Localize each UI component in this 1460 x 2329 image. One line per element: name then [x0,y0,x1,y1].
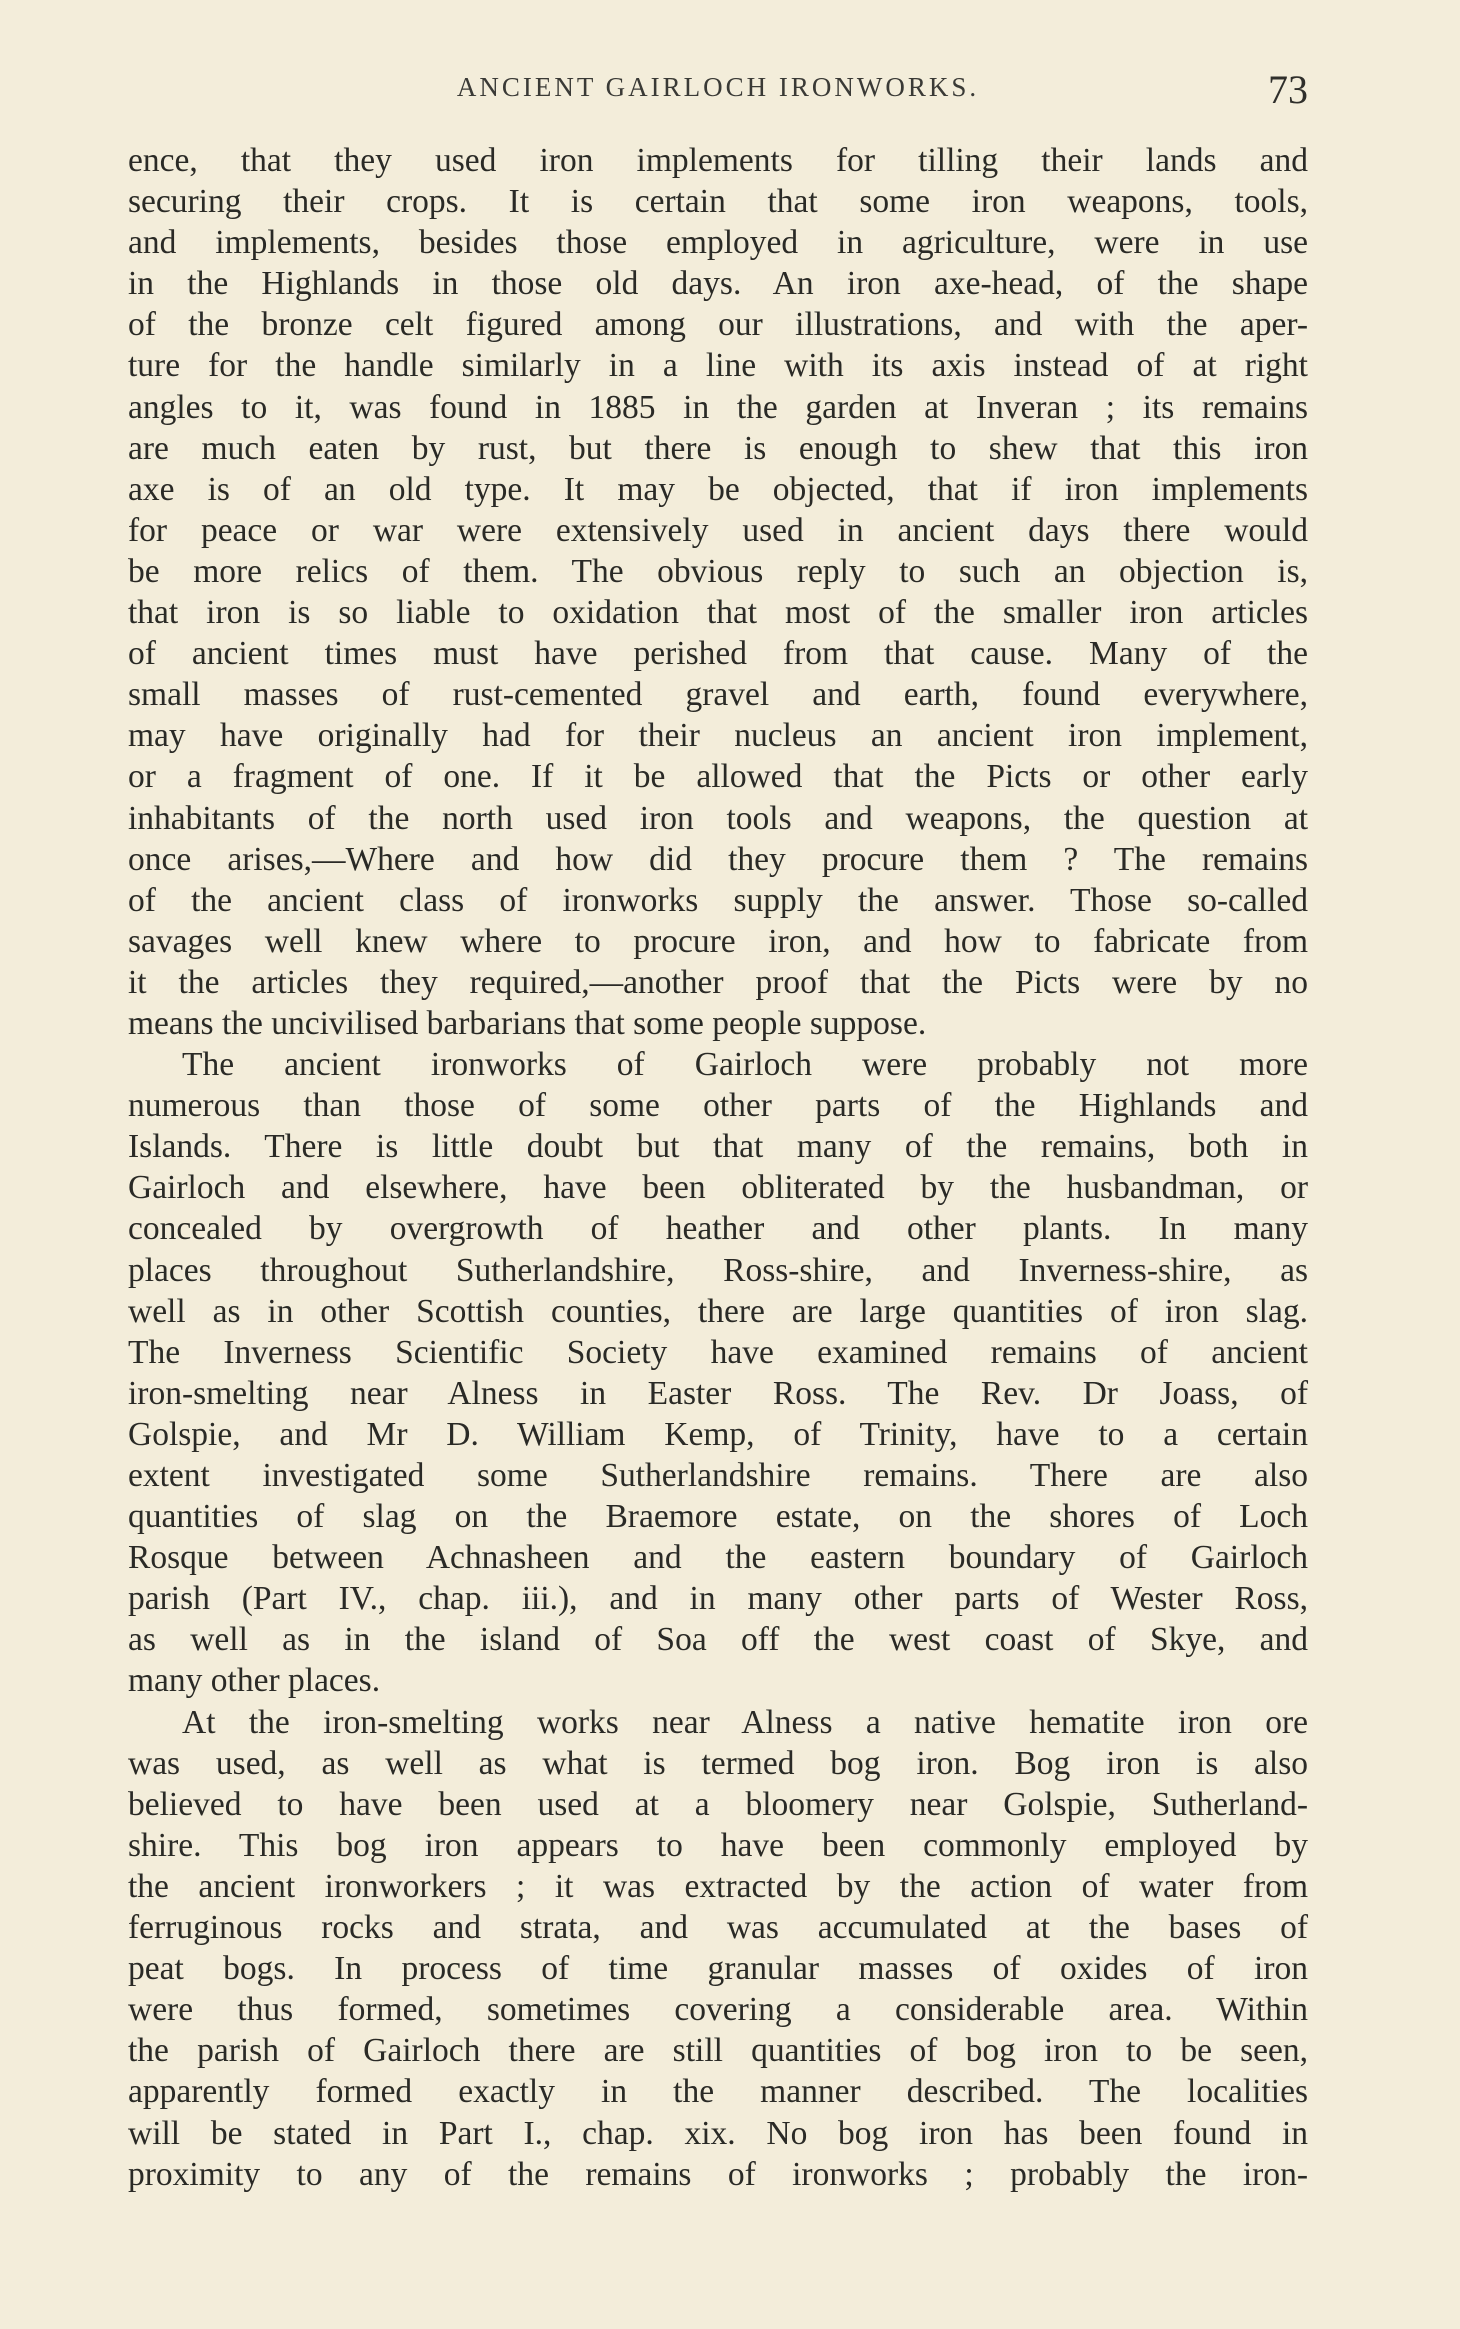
text-line: apparently formed exactly in the manner described. The localities [128,2073,1308,2111]
text-line: peat bogs. In process of time granular masses of oxides of iron [128,1950,1308,1988]
text-line: savages well knew where to procure iron, and how to fabricate from [128,922,1308,960]
text-line: shire. This bog iron appears to have been commonly employed by [128,1826,1308,1864]
text-line: was used, as well as what is termed bog iron. Bog iron is also [128,1744,1308,1782]
page-number: 73 [1268,67,1308,112]
text-line: means the uncivilised barbarians that some people suppose. [128,1004,927,1042]
body-text [128,140,1308,2195]
text-line: Islands. There is little doubt but that many of the remains, both in [128,1128,1308,1166]
text-line: the ancient ironworkers ; it was extracted by the action of water from [128,1867,1308,1905]
text-line: extent investigated some Sutherlandshire remains. There are also [128,1457,1308,1494]
text-line: concealed by overgrowth of heather and other plants. In many [128,1210,1308,1248]
text-line: iron-smelting near Alness in Easter Ross. The Rev. Dr Joass, of [128,1374,1308,1412]
text-line: as well as in the island of Soa off the west coast of Skye, and [128,1621,1308,1659]
text-line: Rosque between Achnasheen and the eastern boundary of Gairloch [128,1539,1308,1577]
text-line: ferruginous rocks and strata, and was accumulated at the bases of [128,1909,1308,1947]
text-line: and implements, besides those employed in agriculture, were in use [128,224,1308,262]
text-line: inhabitants of the north used iron tools and weapons, the question at [128,799,1308,837]
text-line: ture for the handle similarly in a line with its axis instead of at right [128,347,1308,385]
text-line: angles to it, was found in 1885 in the garden at Inveran ; its remains [128,388,1308,426]
text-line: will be stated in Part I., chap. xix. No bog iron has been found in [128,2114,1308,2152]
text-line: Golspie, and Mr D. William Kemp, of Trinity, have to a certain [128,1415,1308,1453]
text-line: or a fragment of one. If it be allowed that the Picts or other early [128,758,1308,796]
text-line: that iron is so liable to oxidation that most of the smaller iron articles [128,594,1308,632]
text-line: for peace or war were extensively used in ancient days there would [128,511,1308,549]
text-line: quantities of slag on the Braemore estate, on the shores of Loch [128,1498,1308,1536]
text-line: in the Highlands in those old days. An iron axe-head, of the shape [128,265,1308,303]
text-line: once arises,—Where and how did they procure them ? The remains [128,840,1308,878]
text-line: Gairloch and elsewhere, have been obliterated by the husbandman, or [128,1169,1308,1207]
text-line: were thus formed, sometimes covering a considerable area. Within [128,1991,1308,2029]
text-line: of the ancient class of ironworks supply the answer. Those so-called [128,881,1308,919]
text-line: ence, that they used iron implements for tilling their lands and [128,142,1308,179]
text-line: proximity to any of the remains of ironworks ; probably the iron- [128,2155,1308,2193]
text-line: small masses of rust-cemented gravel and earth, found everywhere, [128,676,1308,714]
text-line: may have originally had for their nucleus an ancient iron implement, [128,717,1308,755]
text-line: it the articles they required,—another proof that the Picts were by no [128,963,1308,1001]
running-title: ANCIENT GAIRLOCH IRONWORKS. [456,72,980,102]
text-line: of the bronze celt figured among our illustrations, and with the aper- [128,306,1308,344]
text-line: many other places. [128,1662,381,1700]
text-line: of ancient times must have perished from that cause. Many of the [128,635,1308,673]
text-line: numerous than those of some other parts of the Highlands and [128,1087,1308,1125]
text-line: axe is of an old type. It may be objected, that if iron implements [128,470,1308,508]
running-head [128,66,1308,116]
text-line: places throughout Sutherlandshire, Ross-shire, and Inverness-shire, as [128,1251,1308,1289]
text-line: are much eaten by rust, but there is enough to shew that this iron [128,429,1308,467]
text-line: be more relics of them. The obvious reply to such an objection is, [128,552,1308,590]
text-line: believed to have been used at a bloomery near Golspie, Sutherland- [128,1785,1308,1823]
text-line: well as in other Scottish counties, there are large quantities of iron slag. [128,1292,1308,1330]
text-line: securing their crops. It is certain that some iron weapons, tools, [128,183,1308,221]
text-line: At the iron-smelting works near Alness a native hematite iron ore [182,1703,1308,1741]
text-line: parish (Part IV., chap. iii.), and in many other parts of Wester Ross, [128,1580,1308,1618]
text-line: the parish of Gairloch there are still quantities of bog iron to be seen, [128,2032,1308,2070]
text-line: The Inverness Scientific Society have examined remains of ancient [128,1333,1308,1371]
text-line: The ancient ironworks of Gairloch were probably not more [182,1046,1308,1084]
